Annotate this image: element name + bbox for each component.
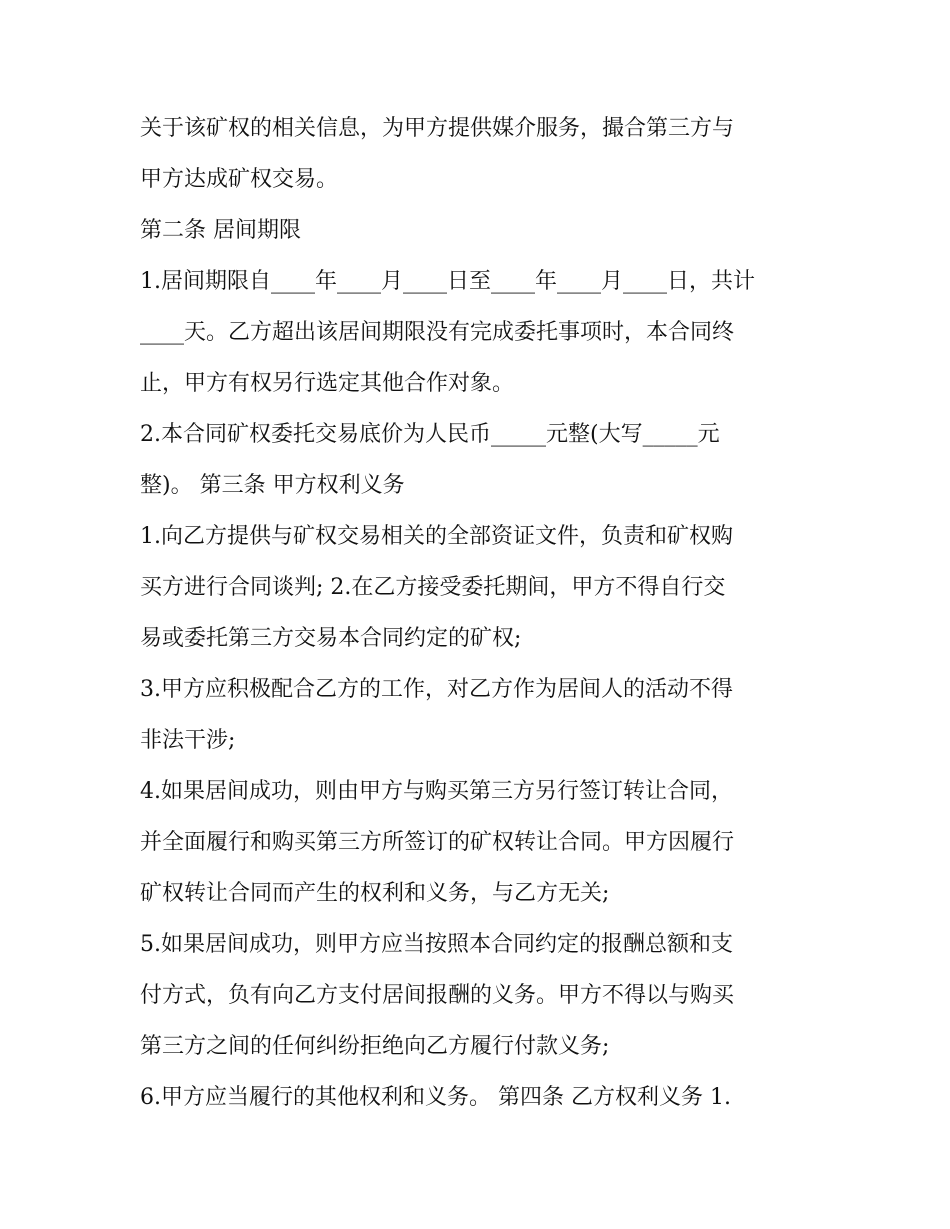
text-line-20: 6.甲方应当履行的其他权利和义务。 第四条 乙方权利义务 1. <box>140 1085 731 1110</box>
text-line-10: 买方进行合同谈判; 2.在乙方接受委托期间，甲方不得自行交 <box>140 575 726 600</box>
text-line-14: 4.如果居间成功，则由甲方与购买第三方另行签订转让合同， <box>140 779 733 804</box>
text-line-5: ____天。乙方超出该居间期限没有完成委托事项时，本合同终 <box>140 320 735 345</box>
text-line-16: 矿权转让合同而产生的权利和义务，与乙方无关; <box>140 881 610 906</box>
text-line-2: 甲方达成矿权交易。 <box>140 167 339 192</box>
section-heading-2: 第二条 居间期限 <box>140 218 301 243</box>
text-line-12: 3.甲方应积极配合乙方的工作，对乙方作为居间人的活动不得 <box>140 677 733 702</box>
document-body <box>140 103 830 1123</box>
text-line-9: 1.向乙方提供与矿权交易相关的全部资证文件，负责和矿权购 <box>140 524 733 549</box>
text-line-8: 整)。 第三条 甲方权利义务 <box>140 473 405 498</box>
text-line-13: 非法干涉; <box>140 728 236 753</box>
text-line-11: 易或委托第三方交易本合同约定的矿权; <box>140 626 522 651</box>
text-line-17: 5.如果居间成功，则甲方应当按照本合同约定的报酬总额和支 <box>140 932 733 957</box>
text-line-18: 付方式，负有向乙方支付居间报酬的义务。甲方不得以与购买 <box>140 983 735 1008</box>
text-line-19: 第三方之间的任何纠纷拒绝向乙方履行付款义务; <box>140 1034 610 1059</box>
text-line-6: 止，甲方有权另行选定其他合作对象。 <box>140 371 515 396</box>
text-line-4: 1.居间期限自____年____月____日至____年____月____日，共计 <box>140 269 755 294</box>
text-line-7: 2.本合同矿权委托交易底价为人民币_____元整(大写_____元 <box>140 422 720 447</box>
text-line-1: 关于该矿权的相关信息，为甲方提供媒介服务，撮合第三方与 <box>140 116 735 141</box>
text-line-15: 并全面履行和购买第三方所签订的矿权转让合同。甲方因履行 <box>140 830 735 855</box>
